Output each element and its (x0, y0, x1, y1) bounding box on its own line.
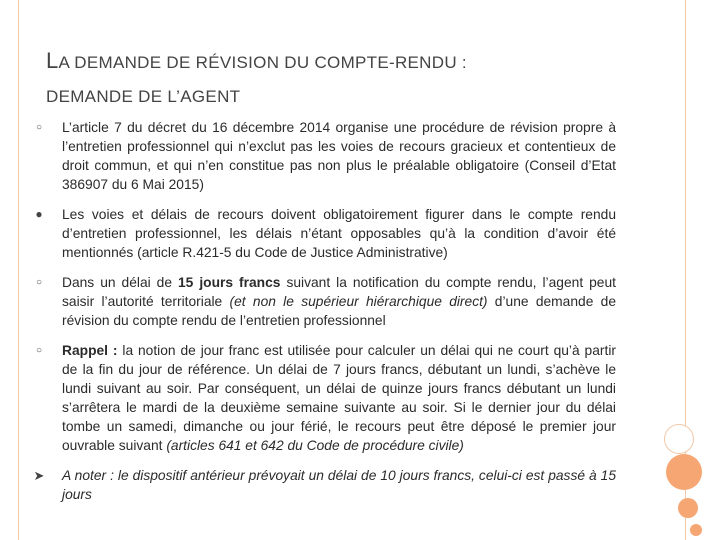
list-item (28, 273, 616, 330)
title-line-1 (46, 44, 646, 80)
title-line-2: DEMANDE DE L’AGENT (46, 87, 241, 106)
bullet-marker-icon: ○ (35, 122, 43, 133)
list-item-text (62, 275, 616, 328)
decorative-circle-medium (678, 498, 698, 518)
text-run: la notion de jour franc est utilisée pour calculer un délai qui ne court qu’à partir de la fin du jour de référence. Un délai de 7 jours francs, débutant un lundi, s’achève le lundi suivant au soir. Par conséquent, un délai de quinze jours francs débutant un lundi s’arrêtera le mardi de la deuxième semaine suivante au soir. Si le dernier jour du délai tombe un samedi, dimanche ou jour férié, le recours peut être déposé le premier jour ouvrable suivant (62, 343, 616, 453)
list-item (28, 205, 616, 262)
text-run: 15 jours francs (178, 275, 281, 290)
decorative-ring (664, 424, 694, 454)
title-initial: L (46, 48, 59, 73)
text-run: A noter : le dispositif antérieur prévoyait un délai de 10 jours francs, celui-ci est passé à 15 jours (62, 468, 616, 502)
list-item-text (62, 343, 616, 453)
decorative-circle-large (666, 454, 702, 490)
list-item (28, 118, 616, 194)
title-line-1-text: A DEMANDE DE RÉVISION DU COMPTE-RENDU : (58, 53, 467, 72)
text-run: Les voies et délais de recours doivent obligatoirement figurer dans le compte rendu d’entretien professionnel, les délais n’étant opposables qu’à la condition d’avoir été mentionnés (article R.421-5 du Code de Justice Administrative) (62, 207, 616, 260)
slide-title (46, 44, 646, 114)
text-run: (et non le supérieur hiérarchique direct) (229, 294, 488, 309)
text-run: (articles 641 et 642 du Code de procédure civile) (166, 438, 464, 453)
text-run: Dans un délai de (62, 275, 178, 290)
list-item (28, 466, 616, 504)
list-item-text (62, 468, 616, 502)
bullet-list (28, 118, 616, 515)
text-run: L’article 7 du décret du 16 décembre 2014 organise une procédure de révision propre à l’entretien professionnel qui n’exclut pas les voies de recours gracieux et contentieux de droit commun, et qui n’en constitue pas non plus le préalable obligatoire (Conseil d’Etat 386907 du 6 Mai 2015) (62, 120, 616, 192)
text-run: d’une demande de révision du compte rendu de l’entretien professionnel (62, 294, 616, 328)
bullet-marker-icon: ● (35, 207, 43, 221)
decorative-circle-small (690, 524, 702, 536)
bullet-marker-icon: ○ (35, 345, 43, 356)
text-run: suivant la notification du compte rendu, l’agent peut saisir l’autorité territoriale (62, 275, 616, 309)
text-run: Rappel : (62, 343, 123, 358)
list-item (28, 341, 616, 455)
list-item-text (62, 120, 616, 192)
bullet-marker-icon: ➤ (33, 468, 45, 483)
list-item-text (62, 207, 616, 260)
bullet-marker-icon: ○ (35, 277, 43, 288)
